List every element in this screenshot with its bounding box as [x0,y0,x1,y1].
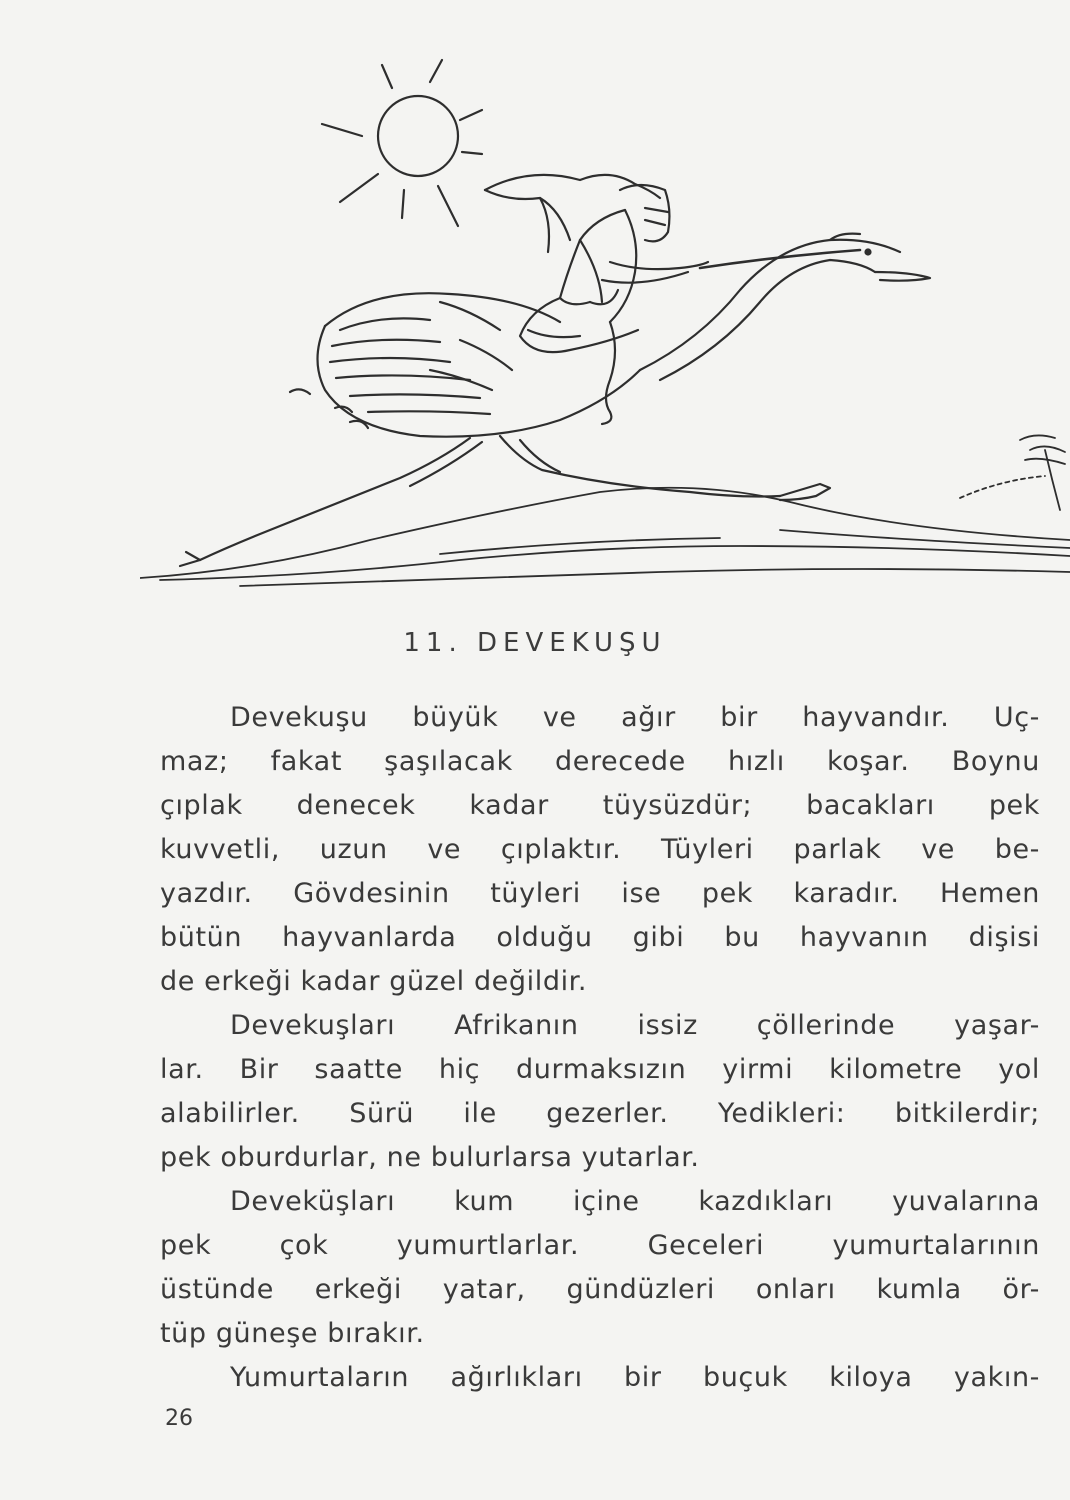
sun-icon [322,60,482,226]
text-line: lar. Bir saatte hiç durmaksızın yirmi kilometre yol [160,1054,1040,1085]
text-line: Devekuşu büyük ve ağır bir hayvandır. Uç- [230,702,1040,733]
rider-figure [485,175,708,424]
text-line: Deveküşları kum içine kazdıkları yuvalarına [230,1186,1040,1217]
text-line: pek çok yumurtlarlar. Geceleri yumurtalarının [160,1230,1040,1261]
text-line: Yumurtaların ağırlıkları bir buçuk kiloya yakın- [230,1362,1040,1393]
ostrich-head [640,234,930,380]
text-line: maz; fakat şaşılacak derecede hızlı koşar. Boynu [160,746,1040,777]
text-line: tüp güneşe bırakır. [160,1318,425,1349]
text-line: alabilirler. Sürü ile gezerler. Yedikleri: bitkilerdir; [160,1098,1040,1129]
text-line: Devekuşları Afrikanın issiz çöllerinde yaşar- [230,1010,1040,1041]
text-line: pek oburdurlar, ne bulurlarsa yutarlar. [160,1142,700,1173]
body-text [160,696,1040,1400]
desert-dunes [140,435,1070,586]
ostrich-body [290,293,640,436]
text-line: üstünde erkeği yatar, gündüzleri onları kumla ör- [160,1274,1040,1305]
text-line: de erkeği kadar güzel değildir. [160,966,588,997]
text-line: kuvvetli, uzun ve çıplaktır. Tüyleri parlak ve be- [160,834,1040,865]
text-line: yazdır. Gövdesinin tüyleri ise pek karadır. Hemen [160,878,1040,909]
chapter-title: 11. DEVEKUŞU [403,628,667,658]
page-number: 26 [165,1406,193,1431]
text-line: çıplak denecek kadar tüysüzdür; bacakları pek [160,790,1040,821]
text-line: bütün hayvanlarda olduğu gibi bu hayvanın dişisi [160,922,1040,953]
ostrich-rider-illustration [140,40,1070,600]
